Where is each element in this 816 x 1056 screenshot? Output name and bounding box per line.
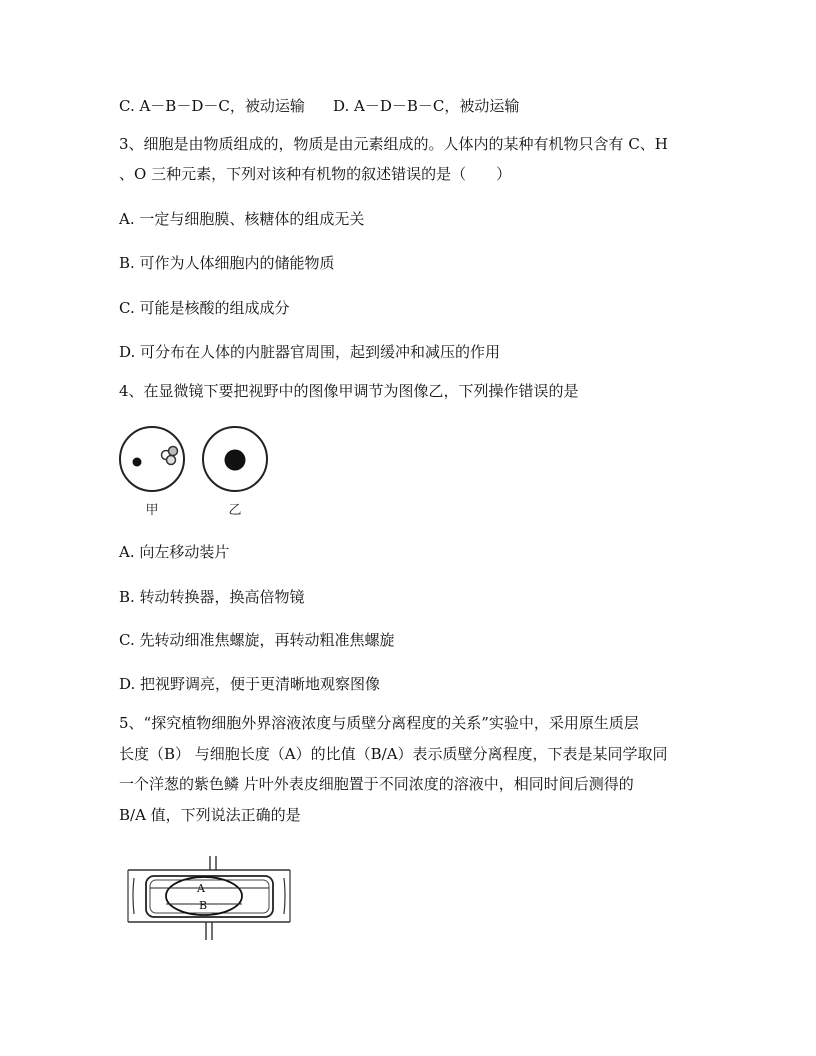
microscope-figure bbox=[118, 420, 278, 520]
q3-option-a: A. 一定与细胞膜、核糖体的组成无关 bbox=[119, 210, 365, 228]
fig-label-yi: 乙 bbox=[228, 503, 242, 518]
q5-stem-line3: 一个洋葱的紫色鳞 片叶外表皮细胞置于不同浓度的溶液中，相同时间后测得的 bbox=[119, 775, 634, 793]
option-d-prev: D. A－D－B－C，被动运输 bbox=[333, 97, 520, 115]
q4-option-c: C. 先转动细准焦螺旋，再转动粗准焦螺旋 bbox=[119, 631, 395, 649]
q3-stem-line2: 、O 三种元素，下列对该种有机物的叙述错误的是（ ） bbox=[119, 165, 512, 183]
cell-cluster-2 bbox=[169, 447, 178, 456]
q3-option-d: D. 可分布在人体的内脏器官周围，起到缓冲和减压的作用 bbox=[119, 343, 501, 361]
option-c-prev: C. A－B－D－C，被动运输 bbox=[119, 97, 305, 115]
label-a: A bbox=[197, 882, 205, 895]
q5-stem-line2: 长度（B） 与细胞长度（A）的比值（B/A）表示质壁分离程度，下表是某同学取同 bbox=[119, 745, 668, 763]
q4-stem: 4、在显微镜下要把视野中的图像甲调节为图像乙，下列操作错误的是 bbox=[119, 382, 579, 400]
q5-stem-line4: B/A 值，下列说法正确的是 bbox=[119, 806, 301, 824]
fig-label-jia: 甲 bbox=[145, 503, 159, 518]
small-dot bbox=[133, 458, 142, 467]
q4-option-d: D. 把视野调亮，便于更清晰地观察图像 bbox=[119, 675, 381, 693]
large-dot bbox=[225, 450, 246, 471]
q3-stem-line1: 3、细胞是由物质组成的，物质是由元素组成的。人体内的某种有机物只含有 C、H bbox=[119, 135, 668, 153]
q4-option-a: A. 向左移动装片 bbox=[119, 543, 230, 561]
cell-wall bbox=[146, 876, 273, 917]
plasmolysis-cell-figure bbox=[120, 852, 295, 944]
q5-stem-line1: 5、“探究植物细胞外界溶液浓度与质壁分离程度的关系”实验中，采用原生质层 bbox=[119, 714, 639, 732]
label-b: B bbox=[198, 899, 208, 912]
q3-option-b: B. 可作为人体细胞内的储能物质 bbox=[119, 254, 335, 272]
q3-option-c: C. 可能是核酸的组成成分 bbox=[119, 299, 290, 317]
cell-cluster-3 bbox=[167, 456, 176, 465]
q4-option-b: B. 转动转换器，换高倍物镜 bbox=[119, 588, 305, 606]
